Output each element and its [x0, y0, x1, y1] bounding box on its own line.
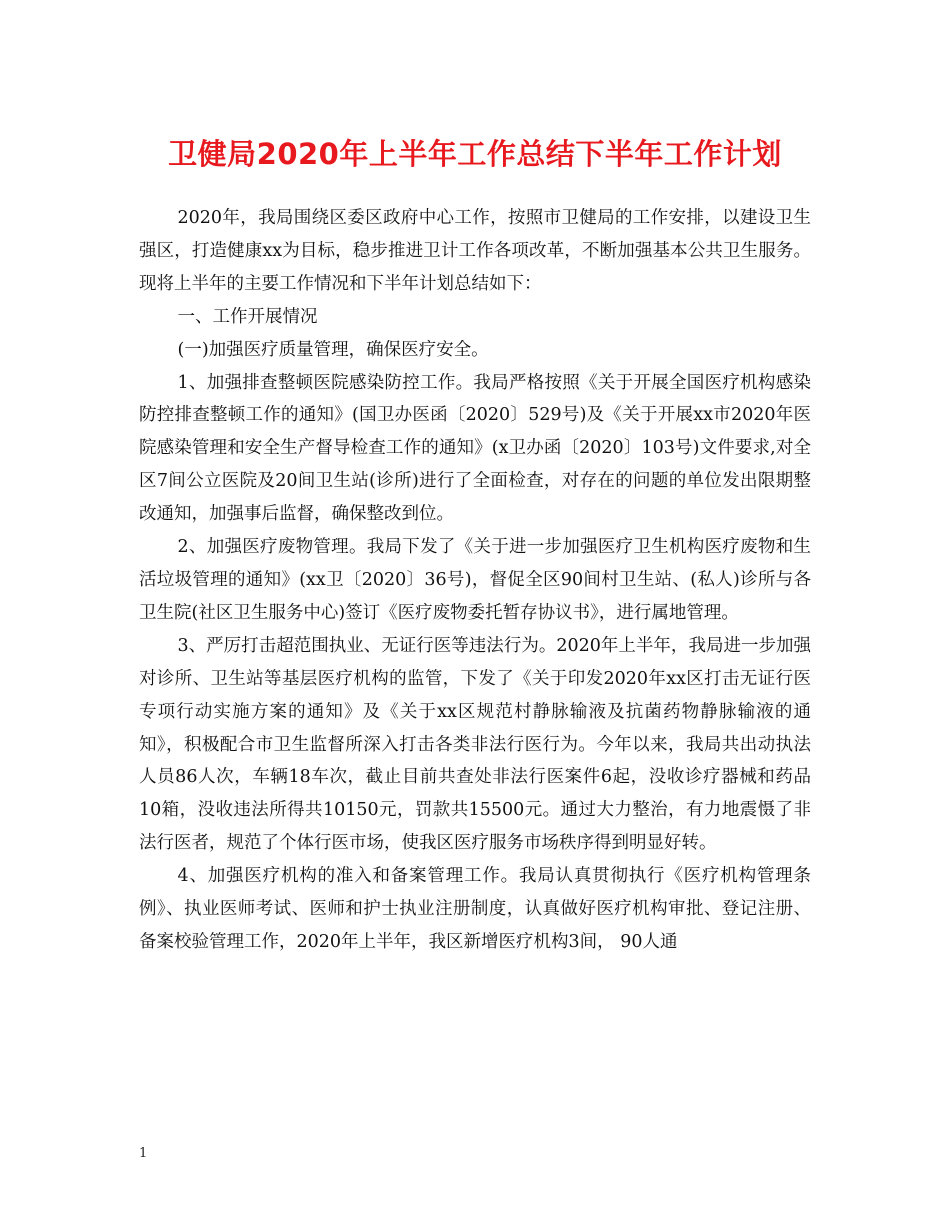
section-heading-work-status: 一、工作开展情况: [177, 306, 318, 327]
page-number: 1: [139, 1146, 148, 1161]
document-title: 卫健局2020年上半年工作总结下半年工作计划: [168, 137, 782, 171]
paragraph-item-3: 3、严厉打击超范围执业、无证行医等违法行为。2020年上半年，我局进一步加强对诊所、卫生站等基层医疗机构的监管，下发了《关于印发2020年xx区打击无证行医专项行动实施方案的通知》及《关于xx区规范村静脉输液及抗菌药物静脉输液的通知》，积极配合市卫生监督所深入打击各类非法行医行为。今年以来，我局共出动执法人员86人次，车辆18车次，截止目前共查处非法行医案件6起，没收诊疗器械和药品10箱，没收违法所得共10150元，罚款共15500元。通过大力整治，有力地震慑了非法行医者，规范了个体行医市场，使我区医疗服务市场秩序得到明显好转。: [139, 635, 811, 854]
subsection-heading-medical-quality: (一)加强医疗质量管理，确保医疗安全。: [177, 339, 489, 360]
paragraph-item-1: 1、加强排查整顿医院感染防控工作。我局严格按照《关于开展全国医疗机构感染防控排查整顿工作的通知》(国卫办医函〔2020〕529号)及《关于开展xx市2020年医院感染管理和安全生产督导检查工作的通知》(x卫办函〔2020〕103号)文件要求,对全区7间公立医院及20间卫生站(诊所)进行了全面检查，对存在的问题的单位发出限期整改通知，加强事后监督，确保整改到位。: [139, 372, 811, 525]
paragraph-item-4: 4、加强医疗机构的准入和备案管理工作。我局认真贯彻执行《医疗机构管理条例》、执业医师考试、医师和护士执业注册制度，认真做好医疗机构审批、登记注册、备案校验管理工作，2020年上半年，我区新增医疗机构3间， 90人通: [139, 866, 811, 952]
paragraph-item-2: 2、加强医疗废物管理。我局下发了《关于进一步加强医疗卫生机构医疗废物和生活垃圾管理的通知》(xx卫〔2020〕36号)，督促全区90间村卫生站、(私人)诊所与各卫生院(社区卫生服务中心)签订《医疗废物委托暂存协议书》，进行属地管理。: [139, 537, 811, 623]
document-body: [139, 202, 811, 959]
paragraph-intro: 2020年，我局围绕区委区政府中心工作，按照市卫健局的工作安排，以建设卫生强区，打造健康xx为目标，稳步推进卫计工作各项改革，不断加强基本公共卫生服务。现将上半年的主要工作情况和下半年计划总结如下：: [139, 208, 811, 294]
